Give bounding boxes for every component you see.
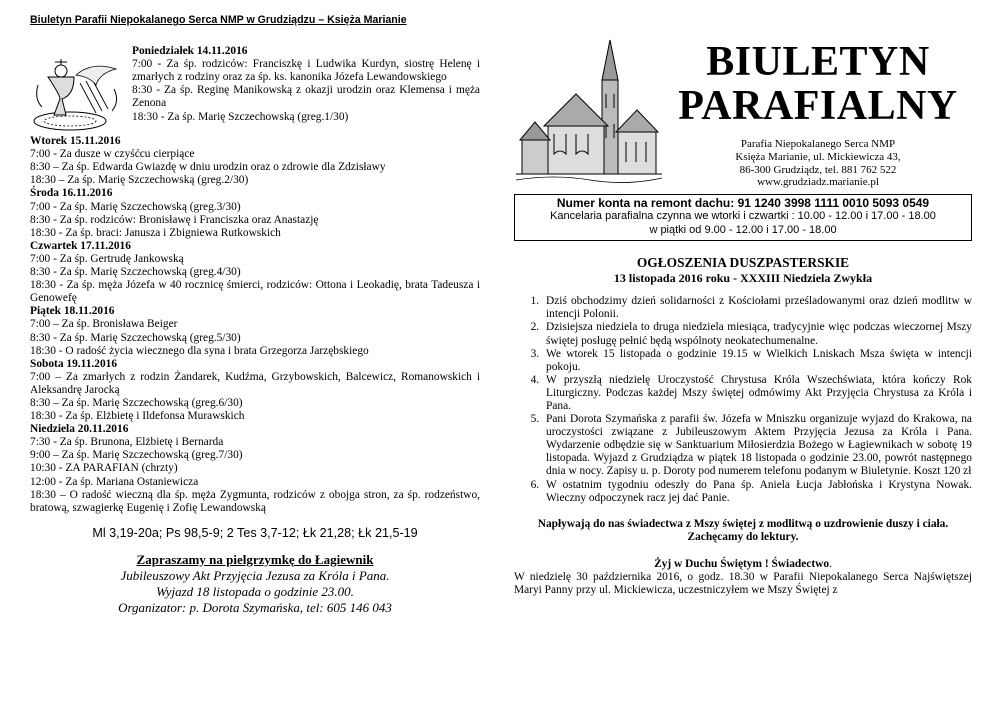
office-hours: Kancelaria parafialna czynna we wtorki i czwartki : 10.00 - 12.00 i 17.00 - 18.00 <box>550 210 936 223</box>
day-heading: Poniedziałek 14.11.2016 <box>132 45 248 58</box>
testimony-text: W niedzielę 30 października 2016, o godz. 18.30 w Parafii Niepokalanego Serca Najświętszej Maryi Panny przy ul. Mickiewicza, uczestniczyłem we Mszy Świętej z <box>514 571 972 597</box>
info-box <box>514 194 972 241</box>
day-heading: Niedziela 20.11.2016 <box>30 423 129 436</box>
mass-entry: 8:30 – Za śp. Marię Szczechowską (greg.6/30) <box>30 396 243 409</box>
pilgrimage-notice <box>30 552 480 616</box>
right-column <box>514 40 972 597</box>
eucharist-clipart-icon <box>30 55 125 135</box>
mass-entry: 18:30 – Za śp. Marię Szczechowską (greg.2/30) <box>30 174 249 187</box>
mass-entry: 18:30 - Za śp. Marię Szczechowską (greg.1/30) <box>132 110 349 123</box>
bank-account: Numer konta na remont dachu: 91 1240 3998 1111 0010 5093 0549 <box>556 196 930 210</box>
pilgrimage-line: Organizator: p. Dorota Szymańska, tel: 605 146 043 <box>118 599 392 615</box>
masthead-title: PARAFIALNY <box>678 83 958 129</box>
mass-entry: 18:30 - Za śp. Elżbietę i Ildefonsa Murawskich <box>30 410 245 423</box>
announcements-list <box>514 295 972 505</box>
scripture-readings: Ml 3,19-20a; Ps 98,5-9; 2 Tes 3,7-12; Łk 21,28; Łk 21,5-19 <box>92 525 418 540</box>
pilgrimage-line: Wyjazd 18 listopada o godzinie 23.00. <box>156 583 354 599</box>
office-hours: w piątki od 9.00 - 12.00 i 17.00 - 18.00 <box>649 223 837 236</box>
day-heading: Czwartek 17.11.2016 <box>30 239 131 252</box>
monday-text <box>132 45 480 124</box>
masthead <box>514 40 972 188</box>
mass-entry: 18:30 - Za śp. męża Józefa w 40 rocznicę śmierci, rodziców: Ottona i Leokadię, brata Tadeusza i Genowefę <box>30 279 480 305</box>
testimony-line: Zachęcamy do lektury. <box>687 530 799 543</box>
testimony-heading-text: Żyj w Duchu Świętym ! Świadectwo <box>654 557 830 570</box>
mass-entry: 18:30 - Za śp. braci: Janusza i Zbigniewa Rutkowskich <box>30 226 281 239</box>
day-heading: Wtorek 15.11.2016 <box>30 135 121 148</box>
mass-entry: 8:30 - Za śp. Marię Szczechowską (greg.4/30) <box>30 266 241 279</box>
mass-entry: 8:30 - Za śp. Reginę Manikowską z okazji urodzin oraz Klemensa i męża Zenona <box>132 84 480 110</box>
monday-block <box>30 45 480 135</box>
testimony-intro <box>514 518 972 544</box>
testimony-heading <box>514 558 972 571</box>
announcements-heading <box>514 255 972 286</box>
pilgrimage-title: Zapraszamy na pielgrzymkę do Łagiewnik <box>136 551 374 567</box>
address-line: Księża Marianie, ul. Mickiewicza 43, <box>735 150 901 163</box>
announcements-title: OGŁOSZENIA DUSZPASTERSKIE <box>636 255 850 271</box>
left-column <box>30 14 480 616</box>
mass-entry: 8:30 - Za śp. rodziców: Bronisławę i Franciszka oraz Anastazję <box>30 213 319 226</box>
website-link[interactable]: www.grudziadz.marianie.pl <box>757 176 879 189</box>
announcements-date: 13 listopada 2016 roku - XXXIII Niedziela Zwykła <box>613 271 873 286</box>
bulletin-header: Biuletyn Parafii Niepokalanego Serca NMP w Grudziądzu – Księża Marianie <box>30 14 407 26</box>
day-heading: Piątek 18.11.2016 <box>30 305 115 318</box>
parish-address <box>664 138 972 189</box>
mass-entry: 7:30 - Za śp. Brunona, Elżbietę i Bernarda <box>30 436 224 449</box>
mass-entry: 8:30 - Za śp. Marię Szczechowską (greg.5/30) <box>30 331 241 344</box>
church-drawing-icon <box>514 34 664 186</box>
announcement-item: 5. Pani Dorota Szymańska z parafii św. Józefa w Mniszku organizuje wyjazd do Krakowa, na uroczystości związane z Jubileuszowym Aktem Przyjęcia Jezusa za Króla i Pana. Wydarzenie odbędzie się w Sanktuarium Miłosierdzia Bożego w Łagiewnikach w sobotę 19 listopada. Wyjazd z Grudziądza w piątek 18 listopada o godzinie 23.00, powrót następnego dnia w nocy. Zapisy u. p. Doroty pod numerem telefonu podanym w Biuletynie. Koszt 120 zł <box>542 413 972 478</box>
mass-entry: 18:30 – O radość wieczną dla śp. męża Zygmunta, rodziców z obojga stron, za śp. rodzeństwo, bratową, szwagierkę Eugenię i Zofię Lewandowską <box>30 488 480 514</box>
announcement-item: 6. W ostatnim tygodniu odeszły do Pana śp. Aniela Łucja Jabłońska i Krystyna Nowak. Wieczny odpoczynek racz jej dać Panie. <box>542 479 972 505</box>
mass-schedule <box>30 135 480 515</box>
announcement-item: 1. Dziś obchodzimy dzień solidarności z Kościołami prześladowanymi oraz dzień modlitw w intencji Polonii. <box>542 295 972 321</box>
masthead-text <box>664 40 972 189</box>
day-heading: Sobota 19.11.2016 <box>30 357 118 370</box>
mass-entry: 9:00 – Za śp. Marię Szczechowską (greg.7/30) <box>30 449 243 462</box>
mass-entry: 7:00 – Za śp. Bronisława Beiger <box>30 318 178 331</box>
mass-entry: 12:00 - Za śp. Mariana Ostaniewicza <box>30 475 199 488</box>
mass-entry: 7:00 – Za zmarłych z rodzin Żandarek, Kudźma, Grzybowskich, Balcewicz, Romanowskich i Aleksandrę Jarocką <box>30 370 480 396</box>
announcement-item: 3. We wtorek 15 listopada o godzinie 19.15 w Wielkich Lniskach Msza święta w intencji pokoju. <box>542 348 972 374</box>
testimony-heading-tail: . <box>829 557 832 570</box>
pilgrimage-line: Jubileuszowy Akt Przyjęcia Jezusa za Króla i Pana. <box>120 567 390 583</box>
mass-entry: 8:30 – Za śp. Edwarda Gwiazdę w dniu urodzin oraz o zdrowie dla Zdzisławy <box>30 161 386 174</box>
mass-entry: 18:30 - O radość życia wiecznego dla syna i brata Grzegorza Jarzębskiego <box>30 344 369 357</box>
mass-entry: 10:30 - ZA PARAFIAN (chrzty) <box>30 462 178 475</box>
announcement-item: 2. Dzisiejsza niedziela to druga niedziela miesiąca, tradycyjnie więc podczas wieczornej Mszy świętej posługę pełnić będą wspólnoty neokatechumenalne. <box>542 321 972 347</box>
day-heading: Środa 16.11.2016 <box>30 187 113 200</box>
announcement-item: 4. W przyszłą niedzielę Uroczystość Chrystusa Króla Wszechświata, która kończy Rok Liturgiczny. Podczas każdej Mszy świętej odmówimy Akt Przyjęcia Chrystusa za Króla i Pana. <box>542 374 972 413</box>
mass-entry: 7:00 - Za śp. rodziców: Franciszkę i Ludwika Kurdyn, siostrę Helenę i zmarłych z rodziny oraz za śp. ks. kanonika Józefa Lewandowskiego <box>132 58 480 84</box>
masthead-title: BIULETYN <box>706 39 930 85</box>
mass-entry: 7:00 - Za śp. Marię Szczechowską (greg.3/30) <box>30 200 241 213</box>
mass-entry: 7:00 - Za dusze w czyśćcu cierpiące <box>30 148 195 161</box>
testimony-line: Napływają do nas świadectwa z Mszy świętej z modlitwą o uzdrowienie duszy i ciała. <box>537 517 949 530</box>
address-line: 86-300 Grudziądz, tel. 881 762 522 <box>739 163 897 176</box>
address-line: Parafia Niepokalanego Serca NMP <box>740 138 896 150</box>
mass-entry: 7:00 - Za śp. Gertrudę Jankowską <box>30 252 184 265</box>
